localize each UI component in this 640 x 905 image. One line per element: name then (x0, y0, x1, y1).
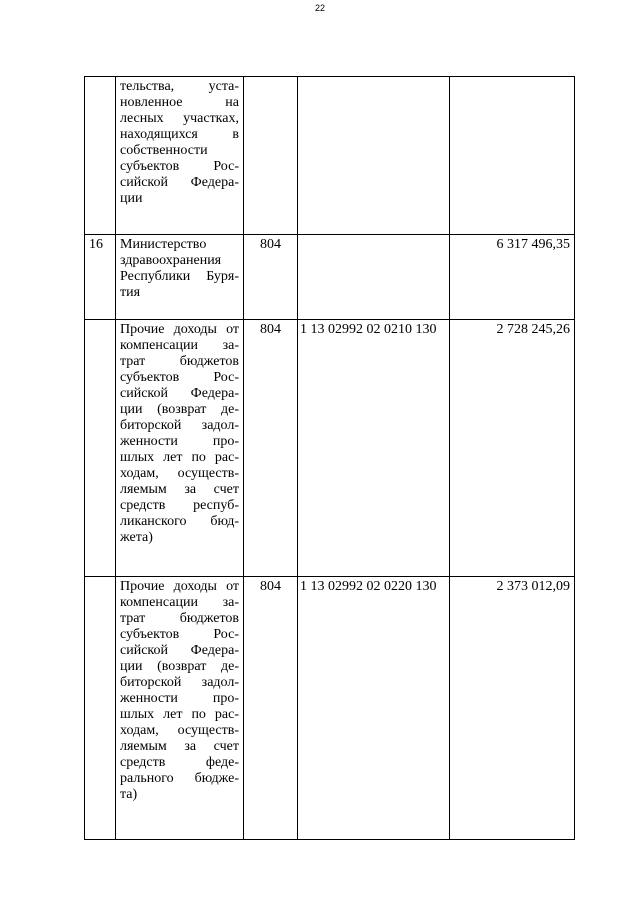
name-line: сийской Федера- (120, 643, 239, 658)
name-line: Министерство (120, 237, 207, 252)
admin-code-cell: 804 (244, 320, 298, 577)
amount-cell: 2 728 245,26 (450, 320, 575, 577)
admin-code-cell: 804 (244, 235, 298, 320)
row-number-cell (85, 577, 116, 840)
table-row (85, 577, 575, 840)
name-line: шлых лет по рас- (120, 450, 239, 465)
kbk-code-cell (298, 235, 450, 320)
table-row (85, 320, 575, 577)
name-line: трат бюджетов (120, 611, 239, 626)
admin-code-cell (244, 77, 298, 235)
name-line: трат бюджетов (120, 354, 239, 369)
name-cell (116, 577, 244, 840)
name-line: средств феде- (120, 755, 239, 770)
name-line: субъектов Рос- (120, 370, 239, 385)
name-line: ции (возврат де- (120, 659, 239, 674)
name-line: биторской задол- (120, 675, 239, 690)
name-line: шлых лет по рас- (120, 707, 239, 722)
name-line: сийской Федера- (120, 386, 239, 401)
name-line: ходам, осуществ- (120, 723, 239, 738)
name-line: субъектов Рос- (120, 159, 239, 174)
name-line: Прочие доходы от (120, 579, 239, 594)
name-line: средств респуб- (120, 498, 239, 513)
row-number-cell (85, 320, 116, 577)
name-line: Прочие доходы от (120, 322, 239, 337)
name-line: Республики Буря- (120, 269, 239, 284)
name-line: ходам, осуществ- (120, 466, 239, 481)
name-cell (116, 77, 244, 235)
row-number-cell: 16 (85, 235, 116, 320)
name-line: ции (возврат де- (120, 402, 239, 417)
row-number-cell (85, 77, 116, 235)
name-line: находящихся в (120, 127, 239, 142)
name-cell (116, 320, 244, 577)
name-line: ляемым за счет (120, 482, 239, 497)
name-line: субъектов Рос- (120, 627, 239, 642)
name-line: женности про- (120, 434, 239, 449)
name-line: лесных участках, (120, 111, 239, 126)
name-line: рального бюдже- (120, 771, 239, 786)
name-line: ляемым за счет (120, 739, 239, 754)
name-line: ции (120, 191, 143, 206)
name-line: женности про- (120, 691, 239, 706)
revenue-table (84, 76, 575, 840)
name-line: тия (120, 285, 141, 300)
name-cell (116, 235, 244, 320)
page-number: 22 (314, 3, 325, 13)
name-line: новленное на (120, 95, 239, 110)
name-line: ликанского бюд- (120, 514, 239, 529)
name-line: компенсации за- (120, 338, 239, 353)
amount-cell (450, 77, 575, 235)
amount-cell: 2 373 012,09 (450, 577, 575, 840)
kbk-code-cell (298, 77, 450, 235)
table-row (85, 77, 575, 235)
kbk-code-cell: 1 13 02992 02 0210 130 (298, 320, 450, 577)
table-row (85, 235, 575, 320)
name-line: тельства, уста- (120, 79, 239, 94)
name-line: жета) (120, 530, 153, 545)
name-line: сийской Федера- (120, 175, 239, 190)
kbk-code-cell: 1 13 02992 02 0220 130 (298, 577, 450, 840)
amount-cell: 6 317 496,35 (450, 235, 575, 320)
admin-code-cell: 804 (244, 577, 298, 840)
name-line: здравоохранения (120, 253, 222, 268)
name-line: собственности (120, 143, 208, 158)
name-line: биторской задол- (120, 418, 239, 433)
name-line: та) (120, 787, 138, 802)
name-line: компенсации за- (120, 595, 239, 610)
